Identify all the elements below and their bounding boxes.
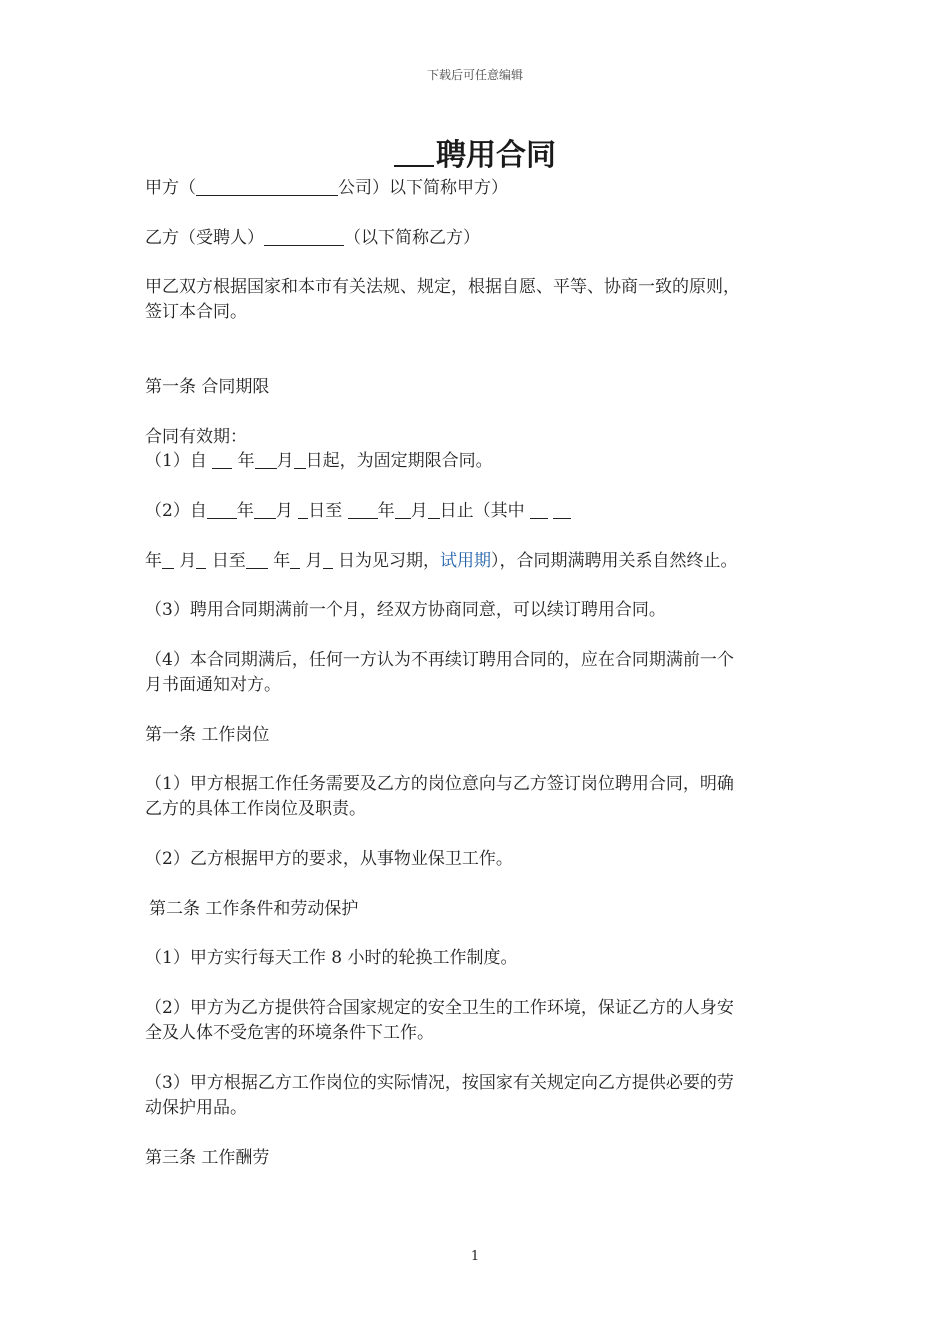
section-3-title: 第二条 工作条件和劳动保护: [149, 899, 359, 919]
section-4-title: 第三条 工作酬劳: [145, 1148, 270, 1168]
condition-3-line-1: （3）甲方根据乙方工作岗位的实际情况，按国家有关规定向乙方提供必要的劳: [145, 1073, 734, 1093]
post-1-line-1: （1）甲方根据工作任务需要及乙方的岗位意向与乙方签订岗位聘用合同，明确: [145, 774, 734, 794]
term2c-year-blank[interactable]: [162, 550, 174, 569]
party-b-blank[interactable]: [264, 227, 344, 246]
term2-end-year-blank[interactable]: [348, 500, 378, 519]
term-1: （1）自 年 月 日起，为固定期限合同。: [145, 451, 493, 471]
title-blank[interactable]: [394, 139, 434, 167]
term-4-line-2: 月书面通知对方。: [145, 675, 281, 695]
condition-2-line-2: 全及人体不受危害的环境条件下工作。: [145, 1023, 434, 1043]
term2c-end-blank[interactable]: [246, 550, 268, 569]
condition-2-line-1: （2）甲方为乙方提供符合国家规定的安全卫生的工作环境，保证乙方的人身安: [145, 998, 734, 1018]
term1-year-blank[interactable]: [212, 450, 232, 469]
condition-3-line-2: 动保护用品。: [145, 1098, 247, 1118]
intro-line-2: 签订本合同。: [145, 302, 247, 322]
term-3: （3）聘用合同期满前一个月，经双方协商同意，可以续订聘用合同。: [145, 600, 666, 620]
title-text: 聘用合同: [436, 138, 556, 173]
term2-end-day-blank[interactable]: [428, 500, 440, 519]
document-title: [0, 130, 950, 174]
term-2: （2）自 年 月 日至 年 月 日止（其中: [145, 499, 571, 523]
post-1-line-2: 乙方的具体工作岗位及职责。: [145, 799, 366, 819]
term2-end-month-blank[interactable]: [395, 500, 411, 519]
term2c-end-year-blank[interactable]: [290, 550, 300, 569]
term2-year-blank[interactable]: [207, 500, 237, 519]
intro-line-1: 甲乙双方根据国家和本市有关法规、规定，根据自愿、平等、协商一致的原则，: [145, 277, 740, 297]
term-2-continued: 年 月 日至 年 月 日为见习期，试用期），合同期满聘用关系自然终止。: [145, 551, 738, 571]
term1-month-blank[interactable]: [255, 450, 277, 469]
term-4-line-1: （4）本合同期满后，任何一方认为不再续订聘用合同的，应在合同期满前一个: [145, 650, 734, 670]
term1-day-blank[interactable]: [294, 450, 306, 469]
term-label: 合同有效期：: [145, 427, 247, 447]
party-b-line: 乙方（受聘人） （以下简称乙方）: [145, 228, 480, 248]
term2-probation-blank-a[interactable]: [530, 500, 548, 519]
page-number: 1: [470, 1249, 480, 1264]
post-2: （2）乙方根据甲方的要求，从事物业保卫工作。: [145, 849, 513, 869]
probation-link[interactable]: 试用期: [440, 551, 492, 571]
term2c-month-blank[interactable]: [196, 550, 206, 569]
term2c-end-month-blank[interactable]: [323, 550, 333, 569]
party-a-blank[interactable]: [196, 177, 338, 196]
term2-day-blank[interactable]: [298, 500, 308, 519]
term2-month-blank[interactable]: [254, 500, 276, 519]
party-a-line: 甲方（ 公司）以下简称甲方）: [145, 178, 508, 198]
section-1-title: 第一条 合同期限: [145, 377, 270, 397]
section-2-title: 第一条 工作岗位: [145, 725, 270, 745]
page-header: 下载后可任意编辑: [426, 68, 523, 82]
term2-probation-blank-b[interactable]: [553, 500, 571, 519]
condition-1: （1）甲方实行每天工作 8 小时的轮换工作制度。: [145, 948, 518, 968]
